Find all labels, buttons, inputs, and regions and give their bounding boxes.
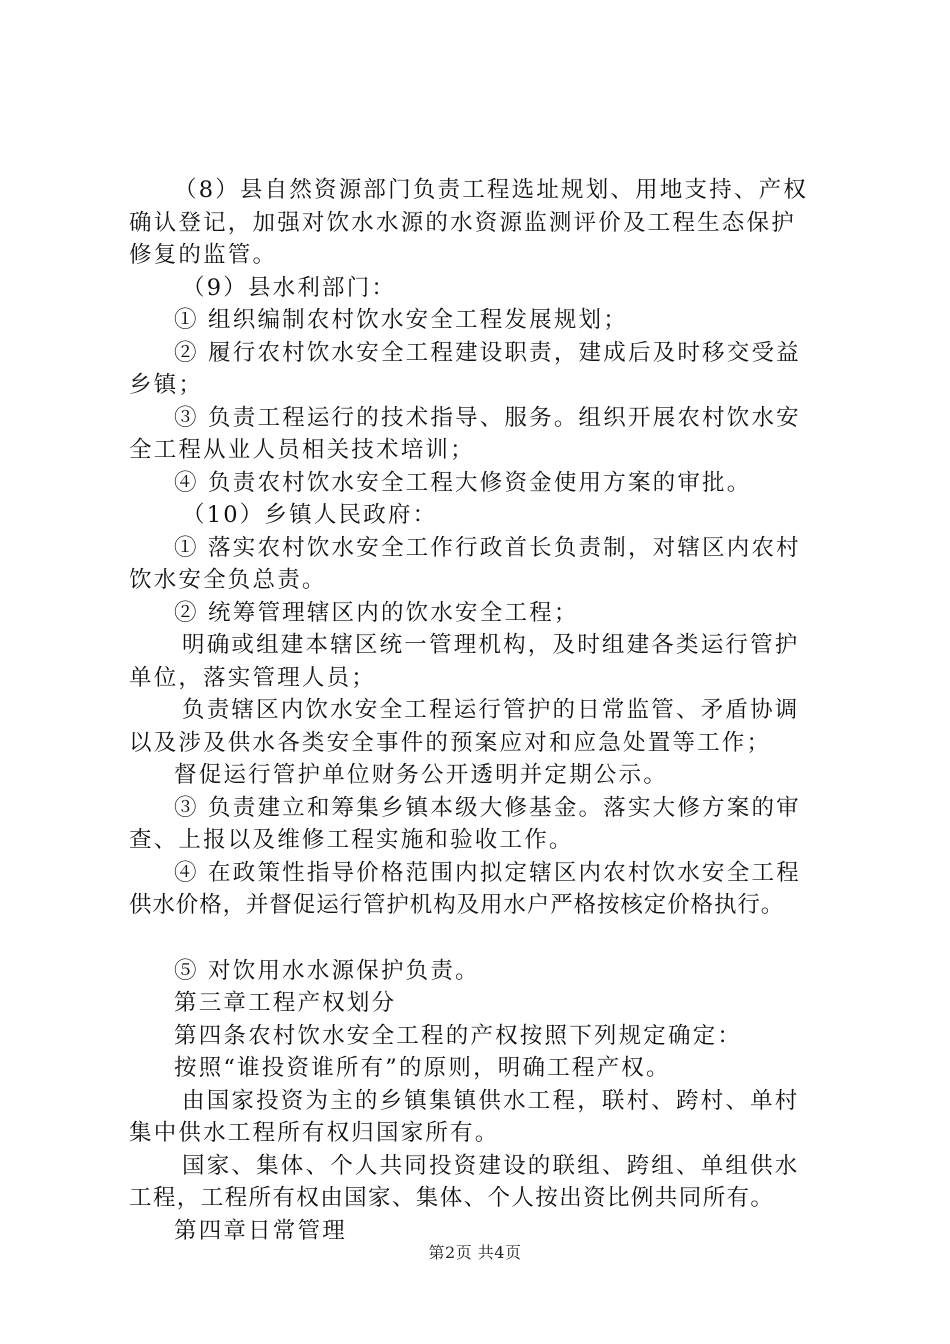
blank-line bbox=[129, 922, 834, 955]
list-item: ① 落实农村饮水安全工作行政首长负责制，对辖区内农村 bbox=[174, 534, 801, 561]
list-item-continuation: 饮水安全负总责。 bbox=[129, 567, 327, 593]
list-item-continuation: 查、上报以及维修工程实施和验收工作。 bbox=[129, 827, 574, 853]
page-number: 第2页 共4页 bbox=[428, 1243, 522, 1262]
list-item: ④ 在政策性指导价格范围内拟定辖区内农村饮水安全工程 bbox=[174, 859, 801, 886]
paragraph-line: 由国家投资为主的乡镇集镇供水工程，联村、跨村、单村 bbox=[182, 1087, 800, 1114]
list-item: ④ 负责农村饮水安全工程大修资金使用方案的审批。 bbox=[174, 469, 752, 496]
list-item: ② 统筹管理辖区内的饮水安全工程； bbox=[174, 599, 579, 626]
list-item-continuation: 全工程从业人员相关技术培训； bbox=[129, 437, 475, 463]
paragraph-line: 单位，落实管理人员； bbox=[129, 664, 377, 691]
list-item-continuation: 乡镇； bbox=[129, 372, 204, 398]
list-item: ③ 负责工程运行的技术指导、服务。组织开展农村饮水安 bbox=[174, 404, 801, 431]
paragraph-line: 按照“谁投资谁所有”的原则，明确工程产权。 bbox=[174, 1055, 671, 1081]
list-item: ⑤ 对饮用水水源保护负责。 bbox=[174, 957, 480, 984]
list-item: ② 履行农村饮水安全工程建设职责，建成后及时移交受益 bbox=[174, 339, 801, 366]
paragraph-line: 以及涉及供水各类安全事件的预案应对和应急处置等工作； bbox=[129, 729, 772, 756]
paragraph-line: 修复的监管。 bbox=[129, 242, 278, 268]
paragraph-line: 确认登记，加强对饮水水源的水资源监测评价及工程生态保护 bbox=[129, 209, 796, 236]
section-heading-10: （10）乡镇人民政府： bbox=[182, 502, 438, 528]
chapter-heading: 第三章工程产权划分 bbox=[174, 990, 397, 1016]
paragraph-line: 集中供水工程所有权归国家所有。 bbox=[129, 1120, 500, 1146]
paragraph-line: 国家、集体、个人共同投资建设的联组、跨组、单组供水 bbox=[182, 1152, 800, 1179]
list-item-continuation: 供水价格，并督促运行管护机构及用水户严格按核定价格执行。 bbox=[129, 892, 785, 918]
section-heading-9: （9）县水利部门： bbox=[182, 274, 397, 301]
article-heading: 第四条农村饮水安全工程的产权按照下列规定确定： bbox=[174, 1022, 743, 1049]
paragraph-line: 负责辖区内饮水安全工程运行管护的日常监管、矛盾协调 bbox=[182, 697, 800, 723]
paragraph-line: 明确或组建本辖区统一管理机构，及时组建各类运行管护 bbox=[182, 632, 800, 658]
list-item: ① 组织编制农村饮水安全工程发展规划； bbox=[174, 307, 628, 333]
paragraph-line: 督促运行管护单位财务公开透明并定期公示。 bbox=[174, 762, 669, 788]
document-body bbox=[129, 174, 834, 1247]
paragraph-line: 工程，工程所有权由国家、集体、个人按出资比例共同所有。 bbox=[129, 1185, 775, 1211]
paragraph-line: （8）县自然资源部门负责工程选址规划、用地支持、产权 bbox=[174, 177, 809, 203]
chapter-heading: 第四章日常管理 bbox=[174, 1217, 347, 1244]
list-item: ③ 负责建立和筹集乡镇本级大修基金。落实大修方案的审 bbox=[174, 794, 801, 821]
